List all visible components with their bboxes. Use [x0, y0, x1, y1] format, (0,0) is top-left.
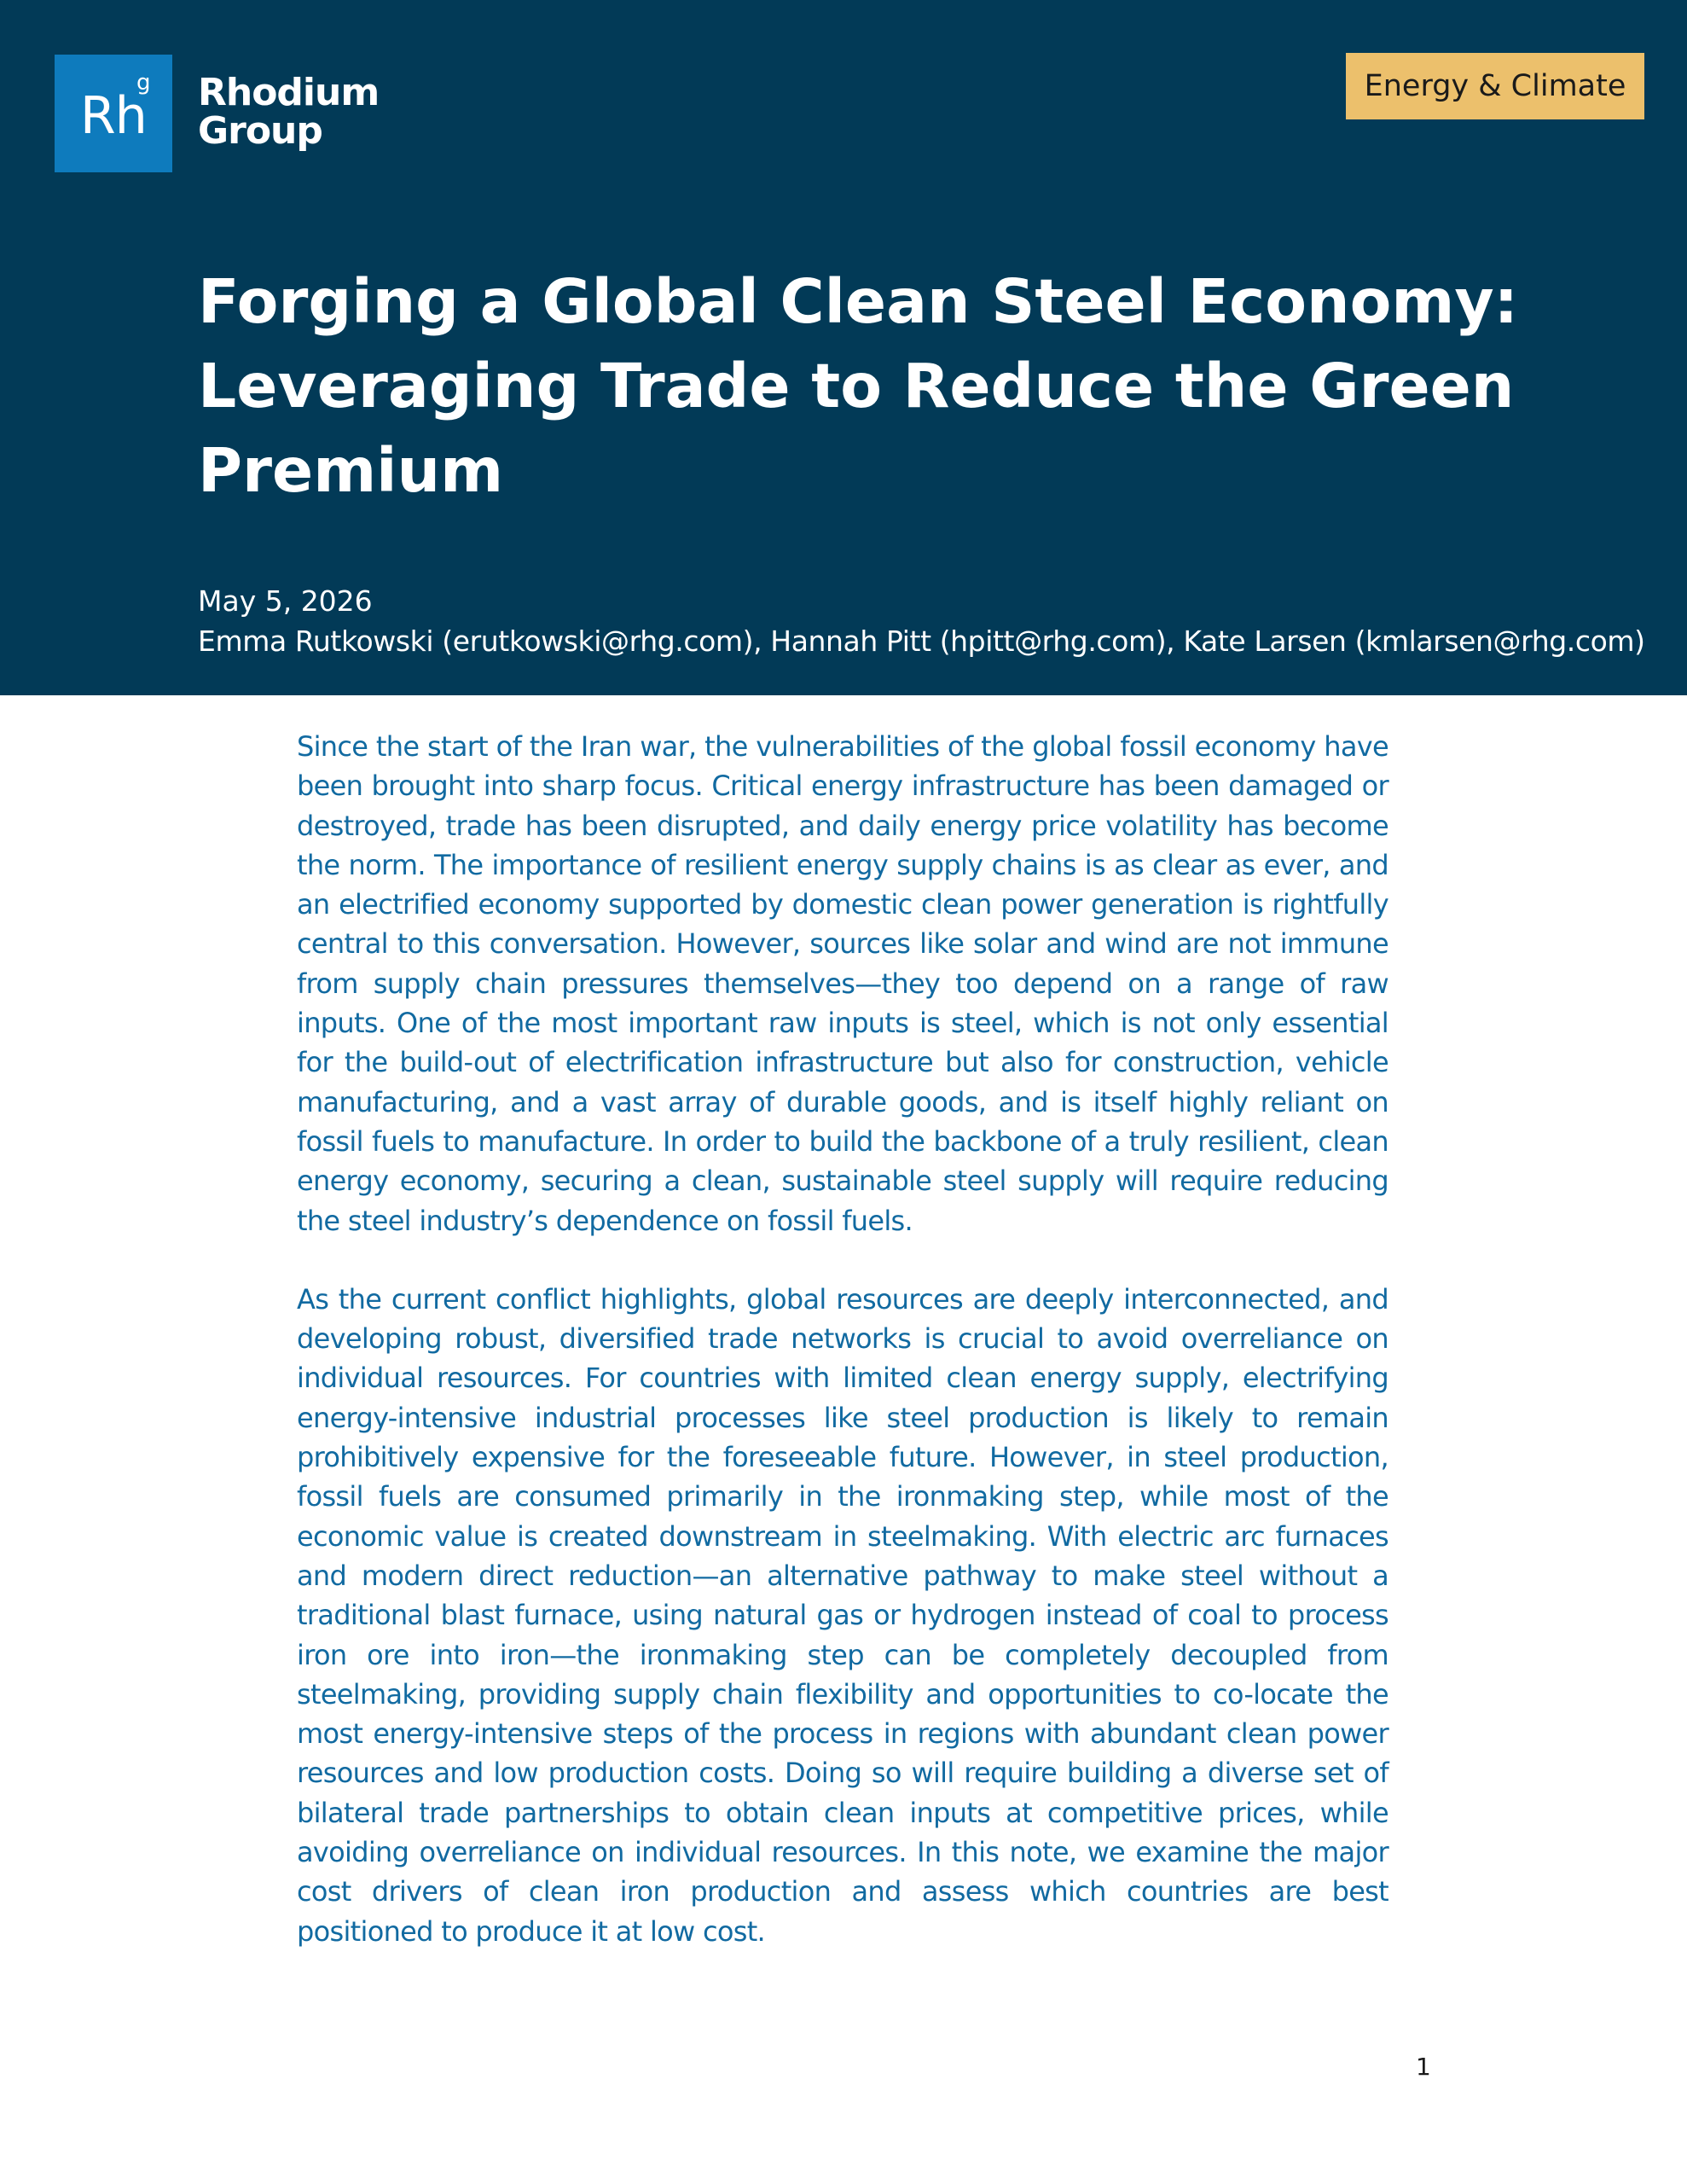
body-paragraph: Since the start of the Iran war, the vulnerabilities of the global fossil economy have been brought into sharp focus. Critical energy infrastructure has been damaged or destroyed, trade has been disrupted, and daily energy price volatility has become the norm. The importance of resilient energy supply chains is as clear as ever, and an electrified economy supported by domestic clean power generation is rightfully central to this conversation. However, sources like solar and wind are not immune from supply chain pressures themselves—they too depend on a range of raw inputs. One of the most important raw inputs is steel, which is not only essential for the build-out of electrification infrastructure but also for construction, vehicle manufacturing, and a vast array of durable goods, and is itself highly reliant on fossil fuels to manufacture. In order to build the backbone of a truly resilient, clean energy economy, securing a clean, sustainable steel supply will require reducing the steel industry’s dependence on fossil fuels.	[297, 730, 1388, 1237]
category-tag: Energy & Climate	[1346, 53, 1644, 119]
author-list: Emma Rutkowski (erutkowski@rhg.com), Hannah Pitt (hpitt@rhg.com), Kate Larsen (kmlarsen@rhg.com)	[198, 624, 1645, 658]
page-number: 1	[1416, 2053, 1431, 2081]
report-title: Forging a Global Clean Steel Economy: Leveraging Trade to Reduce the Green Premium	[198, 266, 1519, 506]
logo-mark-superscript: g	[136, 70, 151, 96]
body-paragraph: As the current conflict highlights, global resources are deeply interconnected, and developing robust, diversified trade networks is crucial to avoid overreliance on individual resources. For countries with limited clean energy supply, electrifying energy-intensive industrial processes like steel production is likely to remain prohibitively expensive for the foreseeable future. However, in steel production, fossil fuels are consumed primarily in the ironmaking step, while most of the economic value is created downstream in steelmaking. With electric arc furnaces and modern direct reduction—an alternative pathway to make steel without a traditional blast furnace, using natural gas or hydrogen instead of coal to process iron ore into iron—the ironmaking step can be completely decoupled from steelmaking, providing supply chain flexibility and opportunities to co-locate the most energy-intensive steps of the process in regions with abundant clean power resources and low production costs. Doing so will require building a diverse set of bilateral trade partnerships to obtain clean inputs at competitive prices, while avoiding overreliance on individual resources. In this note, we examine the major cost drivers of clean iron production and assess which countries are best positioned to produce it at low cost.	[297, 1282, 1388, 1948]
report-header	[0, 0, 1687, 695]
logo-mark: Rh	[80, 86, 147, 146]
publication-date: May 5, 2026	[198, 584, 373, 618]
brand-name: Rhodium Group	[198, 71, 380, 153]
rhodium-group-logo	[55, 55, 172, 172]
report-body	[297, 727, 1388, 1990]
